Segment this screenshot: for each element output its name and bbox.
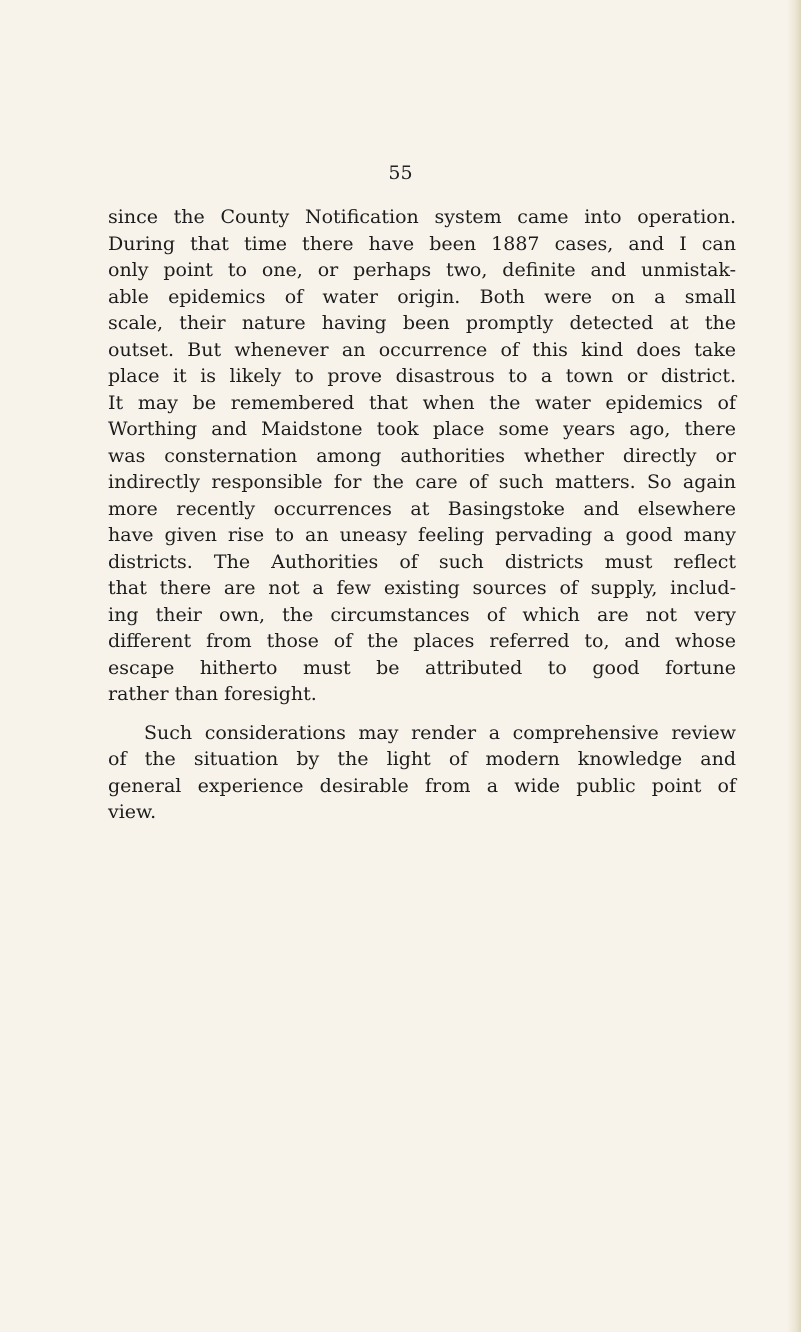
text-line: scale, their nature having been promptly detected at the — [108, 312, 736, 334]
text-line: During that time there have been 1887 cases, and I can — [108, 232, 736, 255]
text-line: Such considerations may render a comprehensive review — [144, 721, 736, 744]
text-line: districts. The Authorities of such districts must reflect — [108, 550, 736, 573]
text-line: since the County Notification system came into operation. — [108, 206, 736, 228]
text-line: It may be remembered that when the water epidemics of — [108, 391, 736, 414]
paragraph-1 — [108, 204, 736, 708]
text-line: have given rise to an uneasy feeling pervading a good many — [108, 524, 736, 546]
text-line: Worthing and Maidstone took place some years ago, there — [108, 418, 736, 440]
text-line: more recently occurrences at Basingstoke and elsewhere — [108, 497, 736, 520]
text-line: escape hitherto must be attributed to good fortune — [108, 656, 736, 679]
text-line: rather than foresight. — [108, 683, 317, 705]
text-line: place it is likely to prove disastrous to a town or district. — [108, 365, 736, 387]
page-edge-shadow — [787, 0, 801, 1332]
text-line: different from those of the places referred to, and whose — [108, 630, 736, 652]
text-line: ing their own, the circumstances of which are not very — [108, 603, 736, 626]
text-line: general experience desirable from a wide public point of — [108, 774, 736, 797]
page-number: 55 — [388, 162, 413, 184]
body-text — [108, 204, 736, 838]
text-line: indirectly responsible for the care of such matters. So again — [108, 471, 736, 493]
text-line: able epidemics of water origin. Both were on a small — [108, 285, 736, 308]
text-line: outset. But whenever an occurrence of this kind does take — [108, 338, 736, 361]
text-line: only point to one, or perhaps two, definite and unmistak- — [108, 259, 736, 281]
text-line: was consternation among authorities whether directly or — [108, 444, 736, 467]
text-line: view. — [108, 801, 157, 823]
paragraph-2 — [108, 720, 736, 826]
text-line: of the situation by the light of modern knowledge and — [108, 748, 736, 770]
text-line: that there are not a few existing sources of supply, includ- — [108, 577, 736, 599]
